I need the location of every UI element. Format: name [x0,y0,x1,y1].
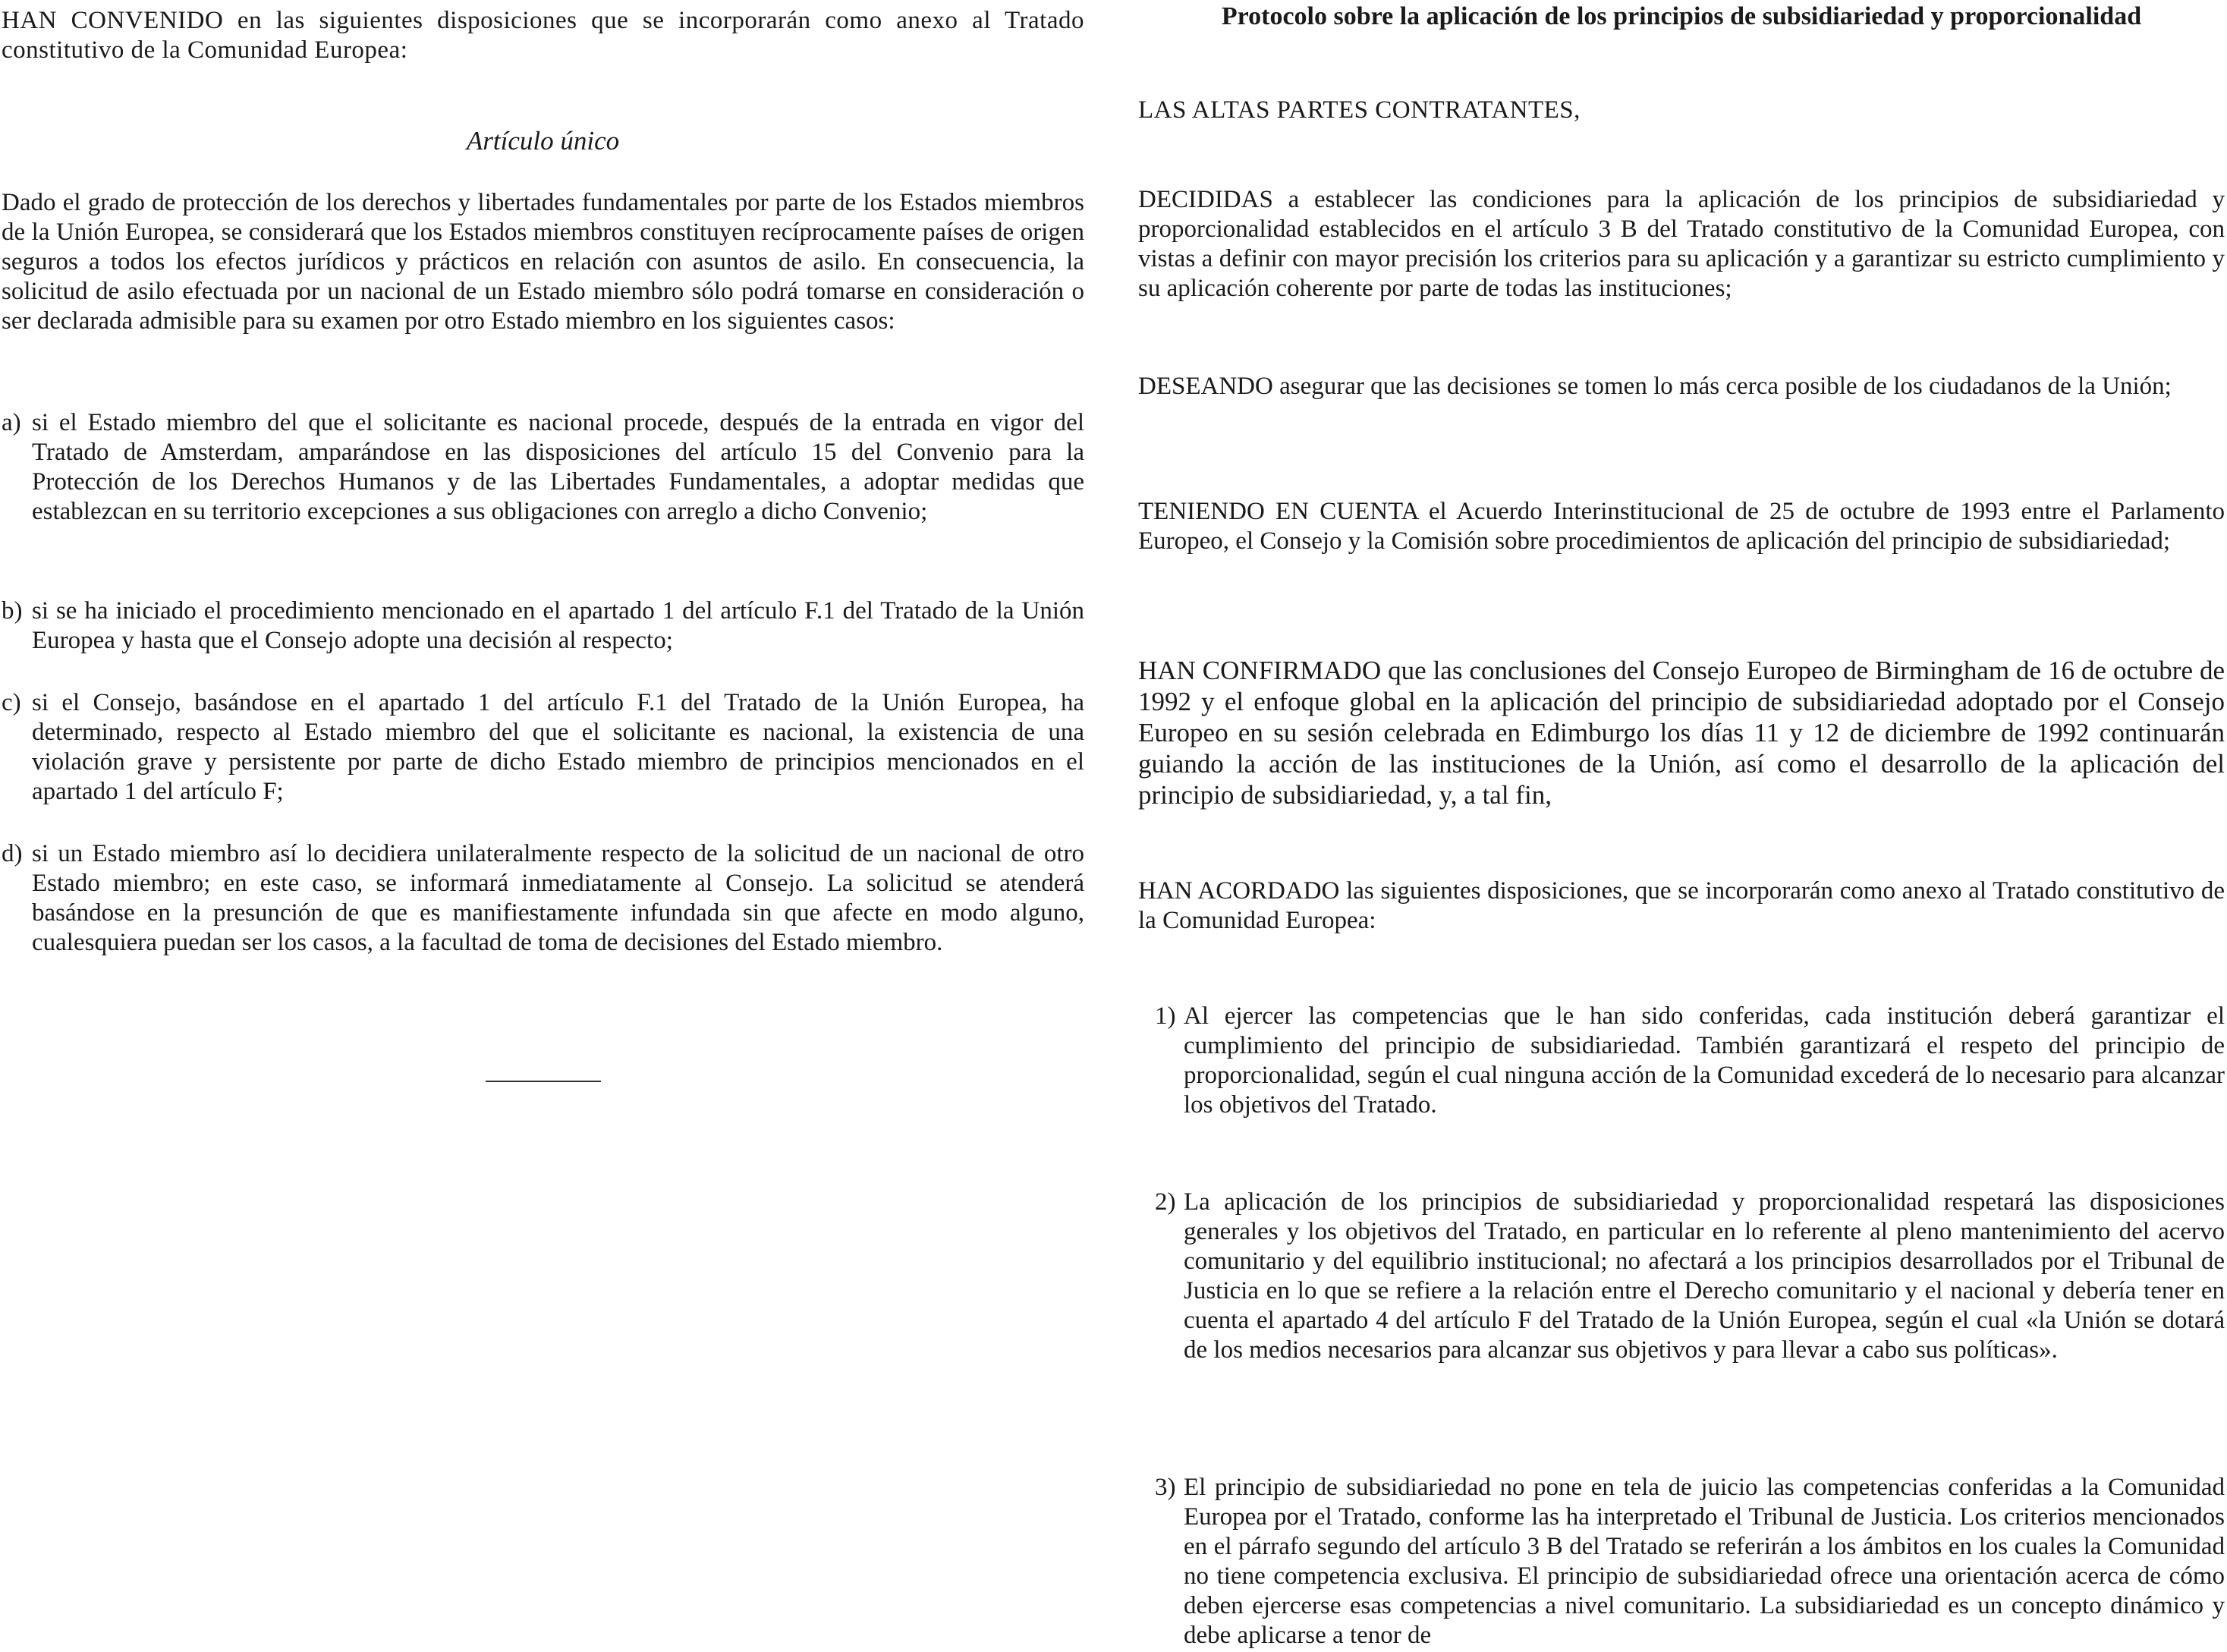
item-label: c) [2,689,21,716]
item-text: La aplicación de los principios de subsidiariedad y proporcionalidad respetará las disposiciones generales y los objetivos del Tratado, en particular en lo referente al pleno mantenimiento del acervo comunitario y del equilibrio institucional; no afectará a los principios desarrollados por el Tribunal de Justicia en lo que se refiere a la relación entre el Derecho comunitario y el nacional y debería tener en cuenta el apartado 4 del artículo F del Tratado de la Unión Europea, según el cual «la Unión se dotará de los medios necesarios para alcanzar sus objetivos y para llevar a cabo sus políticas». [1184,1188,2225,1364]
item-text: si un Estado miembro así lo decidiera unilateralmente respecto de la solicitud de un nacional de otro Estado miembro; en este caso, se informará inmediatamente al Consejo. La solicitud se atenderá basándose en la presunción de que es manifiestamente infundada sin que afecte en modo alguno, cualesquiera puedan ser los casos, a la facultad de toma de decisiones del Estado miembro. [32,840,1084,956]
acordado-paragraph: HAN ACORDADO las siguientes disposiciones, que se incorporarán como anexo al Tratado constitutivo de la Comunidad Europea: [1138,877,2225,934]
list-item-d [2,839,1084,958]
item-label: a) [2,409,21,436]
item-label: b) [2,597,23,625]
list-item-2 [1138,1188,2225,1365]
protocol-title: Protocolo sobre la aplicación de los principios de subsidiariedad y proporcionalidad [1221,2,2142,30]
item-label: 1) [1155,1002,1176,1030]
item-label: 3) [1155,1474,1176,1501]
article-heading: Artículo único [466,126,620,156]
list-item-1 [1138,1002,2225,1120]
item-label: 2) [1155,1188,1176,1216]
item-text: El principio de subsidiariedad no pone en tela de juicio las competencias conferidas a la Comunidad Europea por el Tratado, conforme las ha interpretado el Tribunal de Justicia. Los criterios mencionados en el párrafo segundo del artículo 3 B del Tratado se referirán a los ámbitos en los cuales la Comunidad no tiene competencia exclusiva. El principio de subsidiariedad ofrece una orientación acerca de cómo deben ejercerse esas competencias a nivel comunitario. La subsidiariedad es un concepto dinámico y debe aplicarse a tenor de [1184,1474,2225,1649]
section-divider [486,1081,601,1082]
intro-paragraph: HAN CONVENIDO en las siguientes disposiciones que se incorporarán como anexo al Tratado constitutivo de la Comunidad Europea: [2,7,1084,64]
item-text: si se ha iniciado el procedimiento mencionado en el apartado 1 del artículo F.1 del Tratado de la Unión Europea y hasta que el Consejo adopte una decisión al respecto; [32,597,1084,654]
decididas-paragraph: DECIDIDAS a establecer las condiciones para la aplicación de los principios de subsidiariedad y proporcionalidad establecidos en el artículo 3 B del Tratado constitutivo de la Comunidad Europea, con vistas a definir con mayor precisión los criterios para su aplicación y a garantizar su estricto cumplimiento y su aplicación coherente por parte de todas las instituciones; [1138,186,2225,302]
list-item-a [2,408,1084,527]
item-text: si el Consejo, basándose en el apartado 1 del artículo F.1 del Tratado de la Unión Europea, ha determinado, respecto al Estado miembro del que el solicitante es nacional, la existencia de una violación grave y persistente por parte de dicho Estado miembro de principios mencionados en el apartado 1 del artículo F; [32,689,1084,805]
list-item-b [2,596,1084,656]
deseando-paragraph: DESEANDO asegurar que las decisiones se tomen lo más cerca posible de los ciudadanos de la Unión; [1138,373,2172,400]
parties-line: LAS ALTAS PARTES CONTRATANTES, [1138,96,1581,124]
list-item-c [2,688,1084,807]
teniendo-paragraph: TENIENDO EN CUENTA el Acuerdo Interinstitucional de 25 de octubre de 1993 entre el Parlamento Europeo, el Consejo y la Comisión sobre procedimientos de aplicación del principio de subsidiariedad; [1138,498,2225,555]
article-body: Dado el grado de protección de los derechos y libertades fundamentales por parte de los Estados miembros de la Unión Europea, se considerará que los Estados miembros constituyen recíprocamente países de origen seguros a todos los efectos jurídicos y prácticos en relación con asuntos de asilo. En consecuencia, la solicitud de asilo efectuada por un nacional de un Estado miembro sólo podrá tomarse en consideración o ser declarada admisible para su examen por otro Estado miembro en los siguientes casos: [2,189,1084,335]
item-label: d) [2,840,23,867]
list-item-3 [1138,1473,2225,1650]
confirmado-paragraph: HAN CONFIRMADO que las conclusiones del Consejo Europeo de Birmingham de 16 de octubre de 1992 y el enfoque global en la aplicación del principio de subsidiariedad adoptado por el Consejo Europeo en su sesión celebrada en Edimburgo los días 11 y 12 de diciembre de 1992 continuarán guiando la acción de las instituciones de la Unión, así como el desarrollo de la aplicación del principio de subsidiariedad, y, a tal fin, [1138,656,2225,810]
item-text: si el Estado miembro del que el solicitante es nacional procede, después de la entrada en vigor del Tratado de Amsterdam, amparándose en las disposiciones del artículo 15 del Convenio para la Protección de los Derechos Humanos y de las Libertades Fundamentales, a adoptar medidas que establezcan en su territorio excepciones a sus obligaciones con arreglo a dicho Convenio; [32,409,1084,525]
item-text: Al ejercer las competencias que le han sido conferidas, cada institución deberá garantizar el cumplimiento del principio de subsidiariedad. También garantizará el respeto del principio de proporcionalidad, según el cual ninguna acción de la Comunidad excederá de lo necesario para alcanzar los objetivos del Tratado. [1184,1002,2225,1119]
